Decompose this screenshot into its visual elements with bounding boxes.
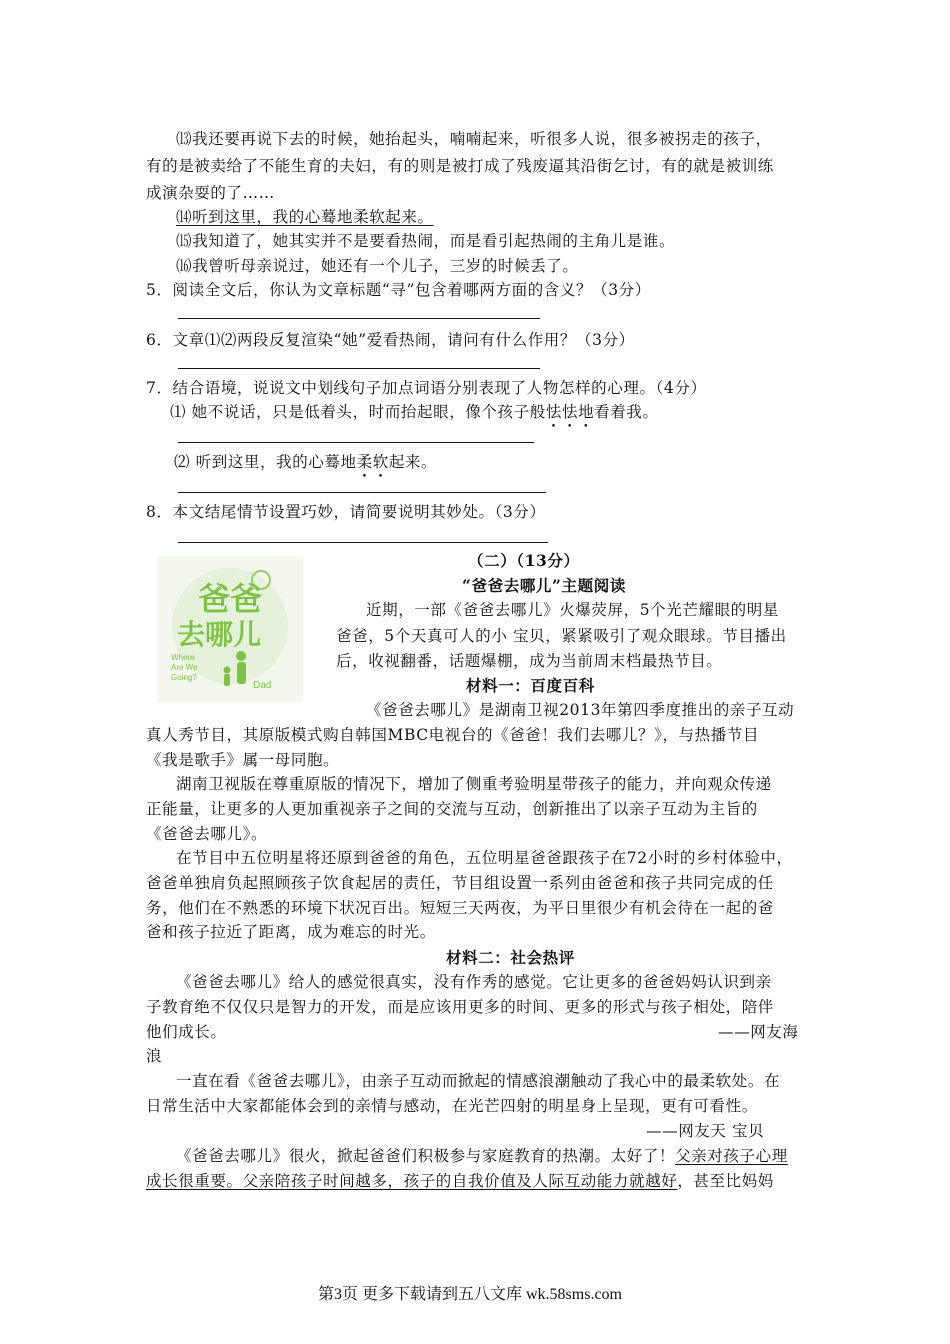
dotted-char: 地	[578, 403, 595, 421]
section-2-title: “爸爸去哪儿”主题阅读	[462, 576, 626, 595]
material-1-p1-line-3: 《我是歌手》属一母同胞。	[146, 751, 340, 769]
comment-1-line-1: 《爸爸去哪儿》给人的感觉很真实，没有作秀的感觉。它让更多的爸爸妈妈认识到亲	[176, 973, 772, 991]
page-footer: 第3页 更多下载请到五八文库 wk.58sms.com	[318, 1286, 623, 1303]
answer-line-q7-2[interactable]	[178, 492, 546, 493]
comment-1-line-2: 子教育绝不仅仅只是智力的开发，而是应该用更多的时间、更多的形式与孩子相处，陪伴	[146, 998, 774, 1016]
material-1-p3-line-3: 务，他们在不熟悉的环境下状况百出。短短三天两夜，为平日里很少有机会待在一起的爸	[146, 899, 774, 917]
logo-title-bottom: 去哪儿	[176, 619, 262, 650]
question-7: 7．结合语境，说说文中划线句子加点词语分别表现了人物怎样的心理。（4分）	[146, 379, 707, 397]
q7-1-text: ⑴ 她不说话，只是低着头，时而抬起眼，像个孩子般	[170, 403, 546, 421]
question-7-item-1	[170, 402, 659, 422]
intro-line-3: 后，收视翻番，话题爆棚，成为当前周末档最热节目。	[336, 652, 723, 670]
comment-3-underlined: 父亲对孩子心理	[675, 1147, 788, 1165]
paragraph-13-line-3: 成演杂耍的了……	[146, 184, 275, 202]
material-1-p3-line-2: 爸爸单独肩负起照顾孩子饮食起居的责任，节目组设置一系列由爸爸和孩子共同完成的任	[146, 874, 774, 892]
logo-dad-label: Dad	[253, 680, 272, 691]
logo-title-top: 爸爸	[197, 581, 263, 617]
dotted-char: 软	[372, 453, 389, 471]
material-1-p2-line-1: 湖南卫视版在尊重原版的情况下，增加了侧重考验明星带孩子的能力，并向观众传递	[176, 775, 772, 793]
comment-3-line-2	[146, 1171, 774, 1191]
answer-line-q8[interactable]	[178, 542, 548, 543]
question-8: 8．本文结尾情节设置巧妙，请简要说明其妙处。（3分）	[146, 503, 546, 521]
material-1-p3-line-1: 在节目中五位明星将还原到爸爸的角色，五位明星爸爸跟孩子在72小时的乡村体验中，	[176, 849, 793, 867]
paragraph-14-underlined: ⒁听到这里，我的心蓦地柔软起来。	[176, 208, 434, 226]
comment-2-signature: ——网友天 宝贝	[646, 1122, 765, 1140]
answer-line-q6[interactable]	[178, 368, 540, 369]
material-1-heading: 材料一：百度百科	[466, 676, 595, 695]
logo-english-3: Going?	[171, 673, 197, 682]
comment-2-line-1: 一直在看《爸爸去哪儿》，由亲子互动而掀起的情感浪潮触动了我心中的最柔软处。在	[176, 1072, 781, 1090]
q7-2-text: ⑵ 听到这里，我的心蓦地	[174, 453, 357, 471]
q7-1-text-end: 看着我。	[594, 403, 659, 421]
logo-english-1: Where	[171, 653, 195, 662]
material-2-heading: 材料二：社会热评	[446, 948, 575, 967]
answer-line-q7-1[interactable]	[178, 442, 534, 443]
logo-english-2: Are We	[171, 663, 198, 672]
material-1-p2-line-3: 《爸爸去哪儿》。	[146, 825, 268, 843]
paragraph-15: ⒂我知道了，她其实并不是要看热闹，而是看引起热闹的主角儿是谁。	[176, 232, 676, 250]
material-1-p2-line-2: 正能量，让更多的人更加重视亲子之间的交流与互动，创新推出了以亲子互动为主旨的	[146, 800, 758, 818]
paragraph-13-line-2: 有的是被卖给了不能生育的夫妇，有的则是被打成了残废逼其沿街乞讨，有的就是被训练	[146, 157, 774, 175]
intro-line-2: 爸爸，5个天真可人的小 宝贝，紧紧吸引了观众眼球。节目播出	[336, 627, 787, 645]
dotted-char: 柔	[356, 453, 373, 471]
comment-1-signature: ——网友海	[718, 1023, 799, 1041]
comment-2-line-2: 日常生活中大家都能体会到的亲情与感动，在光芒四射的明星身上呈现，更有可看性。	[146, 1097, 758, 1115]
comment-3-underlined-cont: 成长很重要。父亲陪孩子时间越多，孩子的自我价值及人际互动能力就越好	[146, 1172, 678, 1190]
paragraph-13-line-1: ⒀我还要再说下去的时候，她抬起头，喃喃起来，听很多人说，很多被拐走的孩子，	[176, 130, 772, 148]
comment-3-line-1	[176, 1146, 788, 1166]
dotted-char: 怯	[545, 403, 562, 421]
material-1-p1-line-1: 《爸爸去哪儿》是湖南卫视2013年第四季度推出的亲子互动	[366, 701, 795, 719]
comment-1-line-3: 他们成长。	[146, 1023, 227, 1041]
intro-line-1: 近期，一部《爸爸去哪儿》火爆荧屏，5个光芒耀眼的明星	[366, 601, 779, 619]
question-5: 5．阅读全文后，你认为文章标题“寻”包含着哪两方面的含义？（3分）	[146, 281, 651, 299]
answer-line-q5[interactable]	[178, 318, 540, 319]
comment-1-signature-cont: 浪	[146, 1047, 163, 1065]
q7-2-text-end: 起来。	[388, 453, 438, 471]
paragraph-16: ⒃我曾听母亲说过，她还有一个儿子，三岁的时候丢了。	[176, 257, 579, 275]
baba-quna-logo-image	[157, 556, 303, 702]
question-7-item-2	[174, 452, 437, 472]
dotted-char: 怯	[561, 403, 579, 421]
question-6: 6．文章⑴⑵两段反复渲染“她”爱看热闹，请问有什么作用？（3分）	[146, 331, 635, 349]
comment-3-text: 《爸爸去哪儿》很火，掀起爸爸们积极参与家庭教育的热潮。太好了！	[176, 1147, 676, 1165]
material-1-p3-line-4: 爸和孩子拉近了距离，成为难忘的时光。	[146, 923, 436, 941]
section-2-heading: （二）（13分）	[468, 551, 580, 570]
material-1-p1-line-2: 真人秀节目，其原版模式购自韩国MBC电视台的《爸爸！我们去哪儿？》，与热播节目	[146, 726, 760, 744]
comment-3-text-end: ，甚至比妈妈	[677, 1172, 774, 1190]
